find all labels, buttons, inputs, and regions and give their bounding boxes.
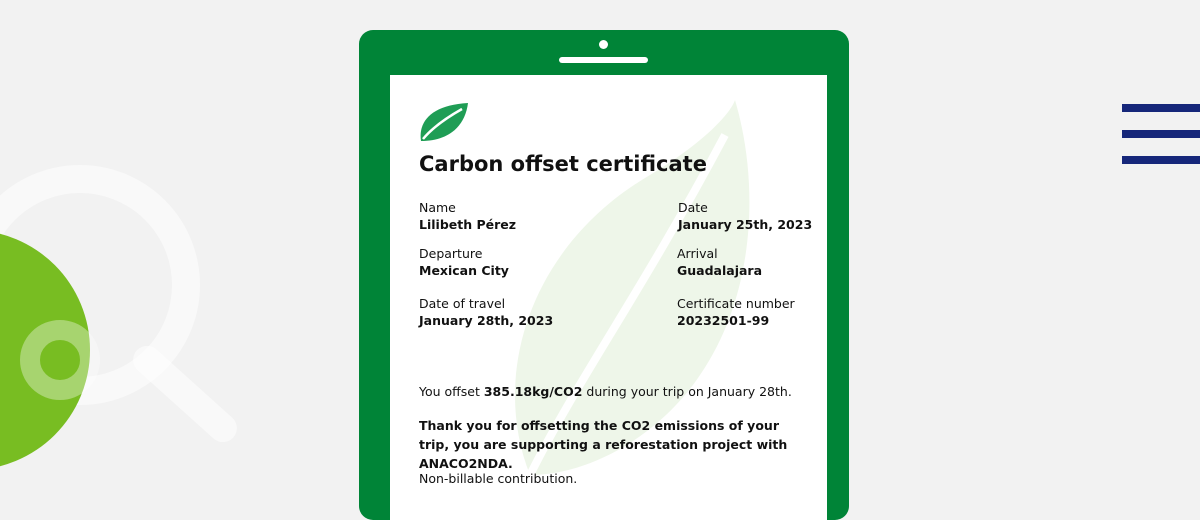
date-label: Date xyxy=(678,200,708,215)
tablet-camera xyxy=(599,40,608,49)
name-field xyxy=(419,199,516,233)
certificate-number-value: 20232501-99 xyxy=(677,313,770,328)
departure-value: Mexican City xyxy=(419,263,509,278)
menu-line xyxy=(1122,130,1200,138)
thanks-message: Thank you for offsetting the CO2 emissions of your trip, you are supporting a reforestation project with ANACO2NDA. xyxy=(419,418,788,471)
offset-amount: 385.18kg/CO2 xyxy=(483,384,583,399)
travel-date-field xyxy=(419,295,553,329)
menu-line xyxy=(1122,104,1200,112)
travel-date-label: Date of travel xyxy=(419,296,506,311)
menu-lines-icon xyxy=(1122,104,1200,182)
travel-date-value: January 28th, 2023 xyxy=(419,313,554,328)
offset-prefix: You offset xyxy=(419,384,484,399)
departure-field xyxy=(419,245,509,279)
menu-line xyxy=(1122,156,1200,164)
offset-suffix: during your trip on January 28th. xyxy=(582,384,792,399)
tablet-frame xyxy=(359,30,849,520)
certificate-screen xyxy=(390,75,827,520)
background-ring-tail xyxy=(127,340,242,448)
certificate-number-label: Certificate number xyxy=(677,296,795,311)
arrival-label: Arrival xyxy=(677,246,718,261)
offset-statement xyxy=(419,382,819,401)
certificate-number-field xyxy=(677,295,795,329)
name-label: Name xyxy=(419,200,456,215)
tablet-speaker xyxy=(559,57,648,63)
arrival-value: Guadalajara xyxy=(677,263,763,278)
leaf-icon xyxy=(418,101,470,143)
non-billable-note: Non-billable contribution. xyxy=(419,471,578,486)
departure-label: Departure xyxy=(419,246,483,261)
background-circle-shade xyxy=(20,320,100,400)
arrival-field xyxy=(677,245,762,279)
date-value: January 25th, 2023 xyxy=(678,217,813,232)
date-field xyxy=(678,199,812,233)
name-value: Lilibeth Pérez xyxy=(419,217,517,232)
certificate-title: Carbon offset certificate xyxy=(419,152,707,176)
